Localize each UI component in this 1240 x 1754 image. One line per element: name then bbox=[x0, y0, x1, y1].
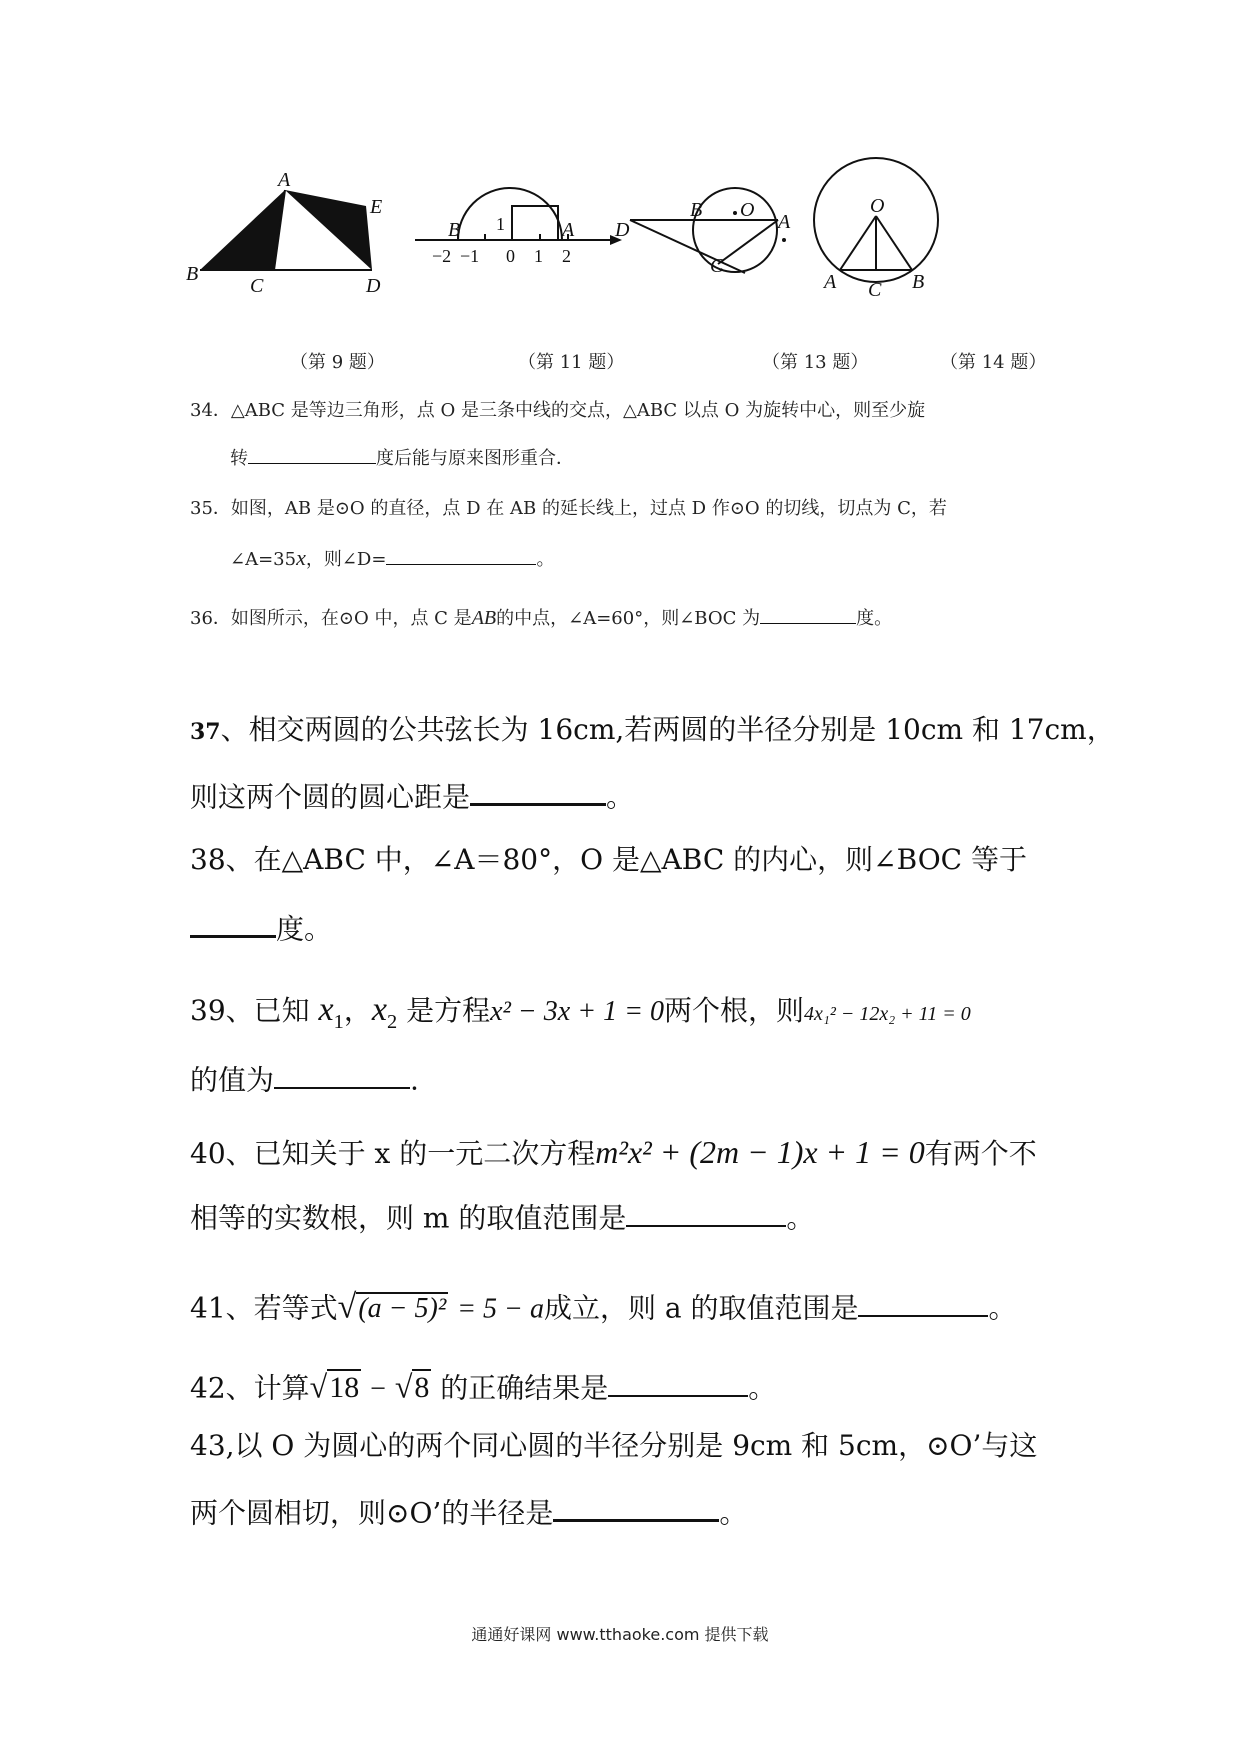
page-footer: 通通好课网 www.tthaoke.com 提供下载 bbox=[471, 1625, 769, 1644]
q37-num: 37 bbox=[190, 719, 221, 745]
q41-equation: = 5 − a bbox=[457, 1293, 544, 1325]
q40-line1 bbox=[190, 1132, 1037, 1174]
figures-row bbox=[186, 158, 1070, 358]
q37-line2 bbox=[190, 774, 634, 817]
q37-line1 bbox=[190, 710, 1115, 752]
q39-c: 两个根，则 bbox=[664, 994, 805, 1027]
fig14-label-c: C bbox=[868, 279, 882, 301]
q36-line bbox=[190, 603, 892, 634]
q43-line2-a: 两个圆相切，则⊙O’的半径是 bbox=[190, 1496, 554, 1530]
q39-line2 bbox=[190, 1058, 419, 1100]
q35-line2-a: ∠A=35 bbox=[230, 549, 297, 570]
q37-answer-blank[interactable] bbox=[470, 774, 606, 806]
q34-answer-blank[interactable] bbox=[248, 447, 376, 464]
caption-fig11: （第 11 题） bbox=[518, 352, 625, 373]
q38-line1: 38、在△ABC 中，∠A＝80°，O 是△ABC 的内心，则∠BOC 等于 bbox=[190, 843, 1027, 876]
q39-comma: ， bbox=[343, 996, 372, 1027]
fig11-label-one: 1 bbox=[496, 214, 505, 234]
fig13-label-a: A bbox=[778, 211, 791, 233]
q42-a: 42、计算 bbox=[190, 1371, 310, 1405]
q39-a: 39、已知 bbox=[190, 994, 310, 1027]
q35-line2-b: ，则∠D= bbox=[305, 549, 387, 570]
q43-line1: 43,以 O 为圆心的两个同心圆的半径分别是 9cm 和 5cm，⊙O’与这 bbox=[190, 1429, 1038, 1462]
q37-line1-text: 、相交两圆的公共弦长为 16cm,若两圆的半径分别是 10cm 和 17cm， bbox=[220, 713, 1115, 746]
q37-line2-a: 则这两个圆的圆心距是 bbox=[190, 780, 471, 814]
fig11-tick-2: 2 bbox=[562, 246, 571, 266]
q36-c: 度。 bbox=[856, 608, 893, 629]
q39-x1: $x_1$ bbox=[318, 991, 344, 1033]
q43-answer-blank[interactable] bbox=[553, 1490, 719, 1522]
q41-b: 成立，则 a 的取值范围是 bbox=[543, 1291, 859, 1325]
q35-answer-blank[interactable] bbox=[386, 548, 536, 565]
fig14-label-a: A bbox=[824, 271, 837, 293]
caption-fig9: （第 9 题） bbox=[290, 352, 385, 373]
q42-answer-blank[interactable] bbox=[608, 1366, 748, 1397]
q39-expression: 4x₁² − 12x₂ + 11 = 0 bbox=[804, 1003, 971, 1025]
q37-line2-b: 。 bbox=[606, 780, 635, 814]
q36-ab: AB bbox=[471, 607, 497, 629]
figure-9 bbox=[186, 169, 382, 297]
geometry-figures bbox=[186, 158, 1070, 358]
q42-radicand-1: 18 bbox=[329, 1371, 360, 1405]
caption-fig13: （第 13 题） bbox=[762, 352, 869, 373]
q41-c: 。 bbox=[988, 1291, 1017, 1325]
q41-line: 41、若等式√(a − 5)² = 5 − a成立，则 a 的取值范围是 。 bbox=[190, 1286, 1016, 1329]
fig9-label-b: B bbox=[186, 263, 199, 285]
fig9-label-a: A bbox=[278, 169, 291, 191]
q34-line2-a: 转 bbox=[230, 448, 248, 469]
q42-radicand-2: 8 bbox=[414, 1371, 430, 1405]
fig13-label-b: B bbox=[690, 199, 703, 221]
q40-line2-a: 相等的实数根，则 m 的取值范围是 bbox=[190, 1201, 627, 1235]
caption-fig14: （第 14 题） bbox=[940, 352, 1047, 373]
q42-b: 的正确结果是 bbox=[440, 1371, 609, 1405]
q40-equation: m²x² + (2m − 1)x + 1 = 0 bbox=[595, 1134, 925, 1170]
fig13-label-o: O bbox=[740, 199, 755, 221]
figure-13 bbox=[614, 188, 791, 277]
q40-a: 40、已知关于 x 的一元二次方程 bbox=[190, 1137, 596, 1170]
q40-line2 bbox=[190, 1196, 814, 1238]
fig14-label-b: B bbox=[912, 271, 925, 293]
q39-x2: $x_2$ bbox=[371, 991, 398, 1033]
q34-line2 bbox=[230, 444, 574, 474]
q35-var: x bbox=[296, 545, 306, 570]
q41-radicand: (a − 5)² bbox=[358, 1293, 447, 1325]
fig11-label-b: B bbox=[448, 219, 461, 241]
q42-line: 42、计算√18 − √8 的正确结果是 。 bbox=[190, 1366, 776, 1409]
q42-c: 。 bbox=[748, 1371, 777, 1405]
q41-answer-blank[interactable] bbox=[858, 1286, 988, 1317]
q36-b: 的中点，∠A=60°，则∠BOC 为 bbox=[496, 608, 761, 629]
q40-answer-blank[interactable] bbox=[626, 1196, 786, 1227]
q39-line1 bbox=[190, 990, 971, 1042]
q36-answer-blank[interactable] bbox=[760, 607, 856, 624]
fig11-tick-m1: −1 bbox=[460, 246, 480, 266]
q42-minus: − bbox=[370, 1373, 386, 1405]
q36-a: 36．如图所示，在⊙O 中，点 C 是 bbox=[190, 608, 472, 629]
q39-b: 是方程 bbox=[406, 994, 491, 1027]
q39-answer-blank[interactable] bbox=[274, 1058, 410, 1089]
fig11-tick-0: 0 bbox=[506, 246, 515, 266]
fig11-label-a: A bbox=[562, 219, 575, 241]
q35-line2-c: 。 bbox=[536, 549, 555, 570]
q34-line1: 34．△ABC 是等边三角形，点 O 是三条中线的交点，△ABC 以点 O 为旋转中心，则至少旋 bbox=[190, 400, 926, 421]
q35-line1: 35．如图，AB 是⊙O 的直径，点 D 在 AB 的延长线上，过点 D 作⊙O 的切线，切点为 C，若 bbox=[190, 498, 947, 519]
q39-equation: x² − 3x + 1 = 0 bbox=[490, 996, 665, 1027]
fig11-tick-m2: −2 bbox=[432, 246, 452, 266]
q43-line2-b: 。 bbox=[719, 1496, 748, 1530]
q39-line2-b: . bbox=[410, 1063, 419, 1097]
fig9-label-c: C bbox=[250, 275, 264, 297]
fig9-label-e: E bbox=[370, 196, 383, 218]
figure-11 bbox=[415, 188, 622, 266]
q38-line2 bbox=[190, 906, 332, 949]
q40-b: 有两个不 bbox=[924, 1137, 1037, 1170]
q40-line2-b: 。 bbox=[786, 1201, 815, 1235]
q38-answer-blank[interactable] bbox=[190, 906, 276, 938]
fig11-tick-1: 1 bbox=[534, 246, 543, 266]
q43-line2 bbox=[190, 1490, 747, 1533]
q35-line2 bbox=[230, 543, 554, 575]
fig13-label-c: C bbox=[710, 255, 724, 277]
q41-a: 41、若等式 bbox=[190, 1291, 338, 1325]
figure-14 bbox=[814, 158, 938, 301]
fig9-label-d: D bbox=[366, 275, 381, 297]
q39-line2-a: 的值为 bbox=[190, 1063, 275, 1097]
fig13-label-d: D bbox=[615, 219, 630, 241]
q34-line2-b: 度后能与原来图形重合． bbox=[376, 448, 574, 469]
fig14-label-o: O bbox=[870, 195, 885, 217]
q38-line2-b: 度。 bbox=[276, 912, 333, 946]
